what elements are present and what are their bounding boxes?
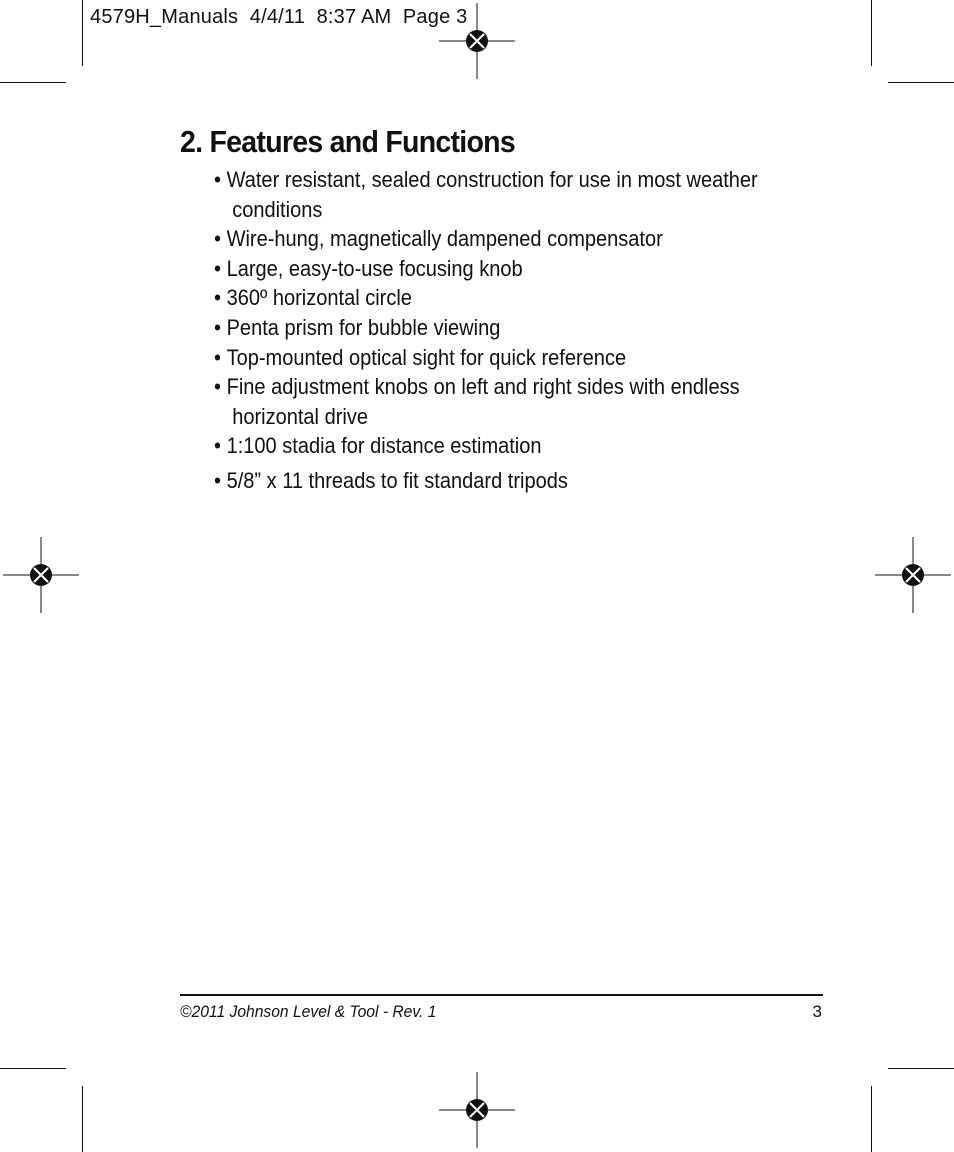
section-title: 2. Features and Functions <box>180 124 515 159</box>
list-item: • Large, easy-to-use focusing knob <box>214 254 760 284</box>
crop-mark-bottom-right-horizontal <box>888 1068 954 1069</box>
footer-divider <box>180 994 823 996</box>
list-item: • Water resistant, sealed construction for use in most weather conditions <box>214 165 760 224</box>
crop-mark-top-right-horizontal <box>888 82 954 83</box>
list-item: • 360º horizontal circle <box>214 283 760 313</box>
footer-copyright: ©2011 Johnson Level & Tool - Rev. 1 <box>180 1002 437 1021</box>
list-item: • Fine adjustment knobs on left and right sides with endless horizontal drive <box>214 372 760 431</box>
features-list <box>214 165 760 496</box>
registration-mark-bottom-icon <box>437 1070 517 1150</box>
page-number: 3 <box>812 1002 822 1021</box>
list-item: • Penta prism for bubble viewing <box>214 313 760 343</box>
list-item: • Wire-hung, magnetically dampened compensator <box>214 224 760 254</box>
registration-mark-left-icon <box>1 535 81 615</box>
crop-mark-bottom-right-vertical <box>871 1086 872 1152</box>
printer-slug: 4579H_Manuals 4/4/11 8:37 AM Page 3 <box>90 6 468 28</box>
registration-mark-top-icon <box>437 1 517 81</box>
crop-mark-top-left-vertical <box>82 0 83 66</box>
crop-mark-bottom-left-vertical <box>82 1086 83 1152</box>
crop-mark-bottom-left-horizontal <box>0 1068 66 1069</box>
list-item: • 5/8” x 11 threads to fit standard tripods <box>214 466 760 496</box>
registration-mark-right-icon <box>873 535 953 615</box>
crop-mark-top-right-vertical <box>871 0 872 66</box>
list-item: • 1:100 stadia for distance estimation <box>214 431 760 461</box>
list-item: • Top-mounted optical sight for quick reference <box>214 343 760 373</box>
crop-mark-top-left-horizontal <box>0 82 66 83</box>
